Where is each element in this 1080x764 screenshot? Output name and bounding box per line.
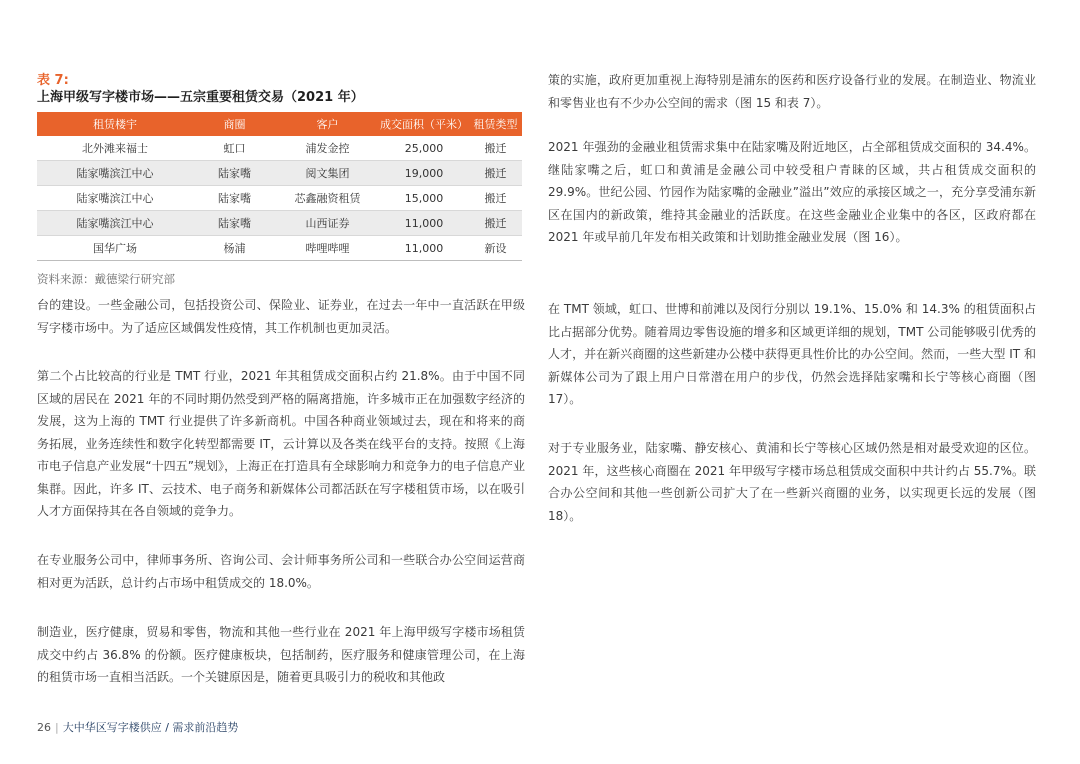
table-row (37, 136, 522, 161)
cell-building: 陆家嘴滨江中心 (37, 161, 193, 186)
lease-table (37, 112, 522, 261)
table-header-row (37, 112, 522, 136)
left-paragraph-2: 第二个占比较高的行业是 TMT 行业，2021 年其租赁成交面积占约 21.8%。由于中国不同区域的居民在 2021 年的不同时期仍然受到严格的隔离措施，许多城市正在加强数字经济的发展，这为上海的 TMT 行业提供了许多新商机。中国各种商业领域过去，现在和将来的商务拓展，业务连续性和数字化转型都需要 IT，云计算以及各类在线平台的支持。按照《上海市电子信息产业发展“十四五”规划》，上海正在打造具有全球影响力和竞争力的电子信息产业集群。因此，许多 IT、云技术、电子商务和新媒体公司都活跃在写字楼租赁市场，以在吸引人才方面保持其在各自领域的竞争力。 (37, 369, 525, 518)
right-paragraph-2: 2021 年强劲的金融业租赁需求集中在陆家嘴及附近地区，占全部租赁成交面积的 34.4%。继陆家嘴之后，虹口和黄浦是金融公司中较受租户青睐的区域，共占租赁成交面积的 29.9%。世纪公园、竹园作为陆家嘴的金融业”溢出”效应的承接区域之一，充分享受浦东新区在国内的新政策，维持其金融业的活跃度。在这些金融业企业集中的各区，区政府都在 2021 年或早前几年发布相关政策和计划助推金融业发展（图 16）。 (548, 140, 1036, 244)
header-lease-type: 租赁类型 (469, 112, 522, 136)
cell-area: 19,000 (379, 161, 469, 186)
cell-area: 11,000 (379, 236, 469, 261)
cell-building: 国华广场 (37, 236, 193, 261)
cell-district: 陆家嘴 (193, 211, 276, 236)
cell-district: 陆家嘴 (193, 186, 276, 211)
left-paragraph-1: 台的建设。一些金融公司，包括投资公司、保险业、证券业，在过去一年中一直活跃在甲级写字楼市场中。为了适应区域偶发性疫情，其工作机制也更加灵活。 (37, 298, 525, 335)
cell-district: 陆家嘴 (193, 161, 276, 186)
cell-district: 虹口 (193, 136, 276, 161)
table-source: 资料来源：戴德梁行研究部 (37, 272, 175, 286)
cell-building: 北外滩来福士 (37, 136, 193, 161)
table-label: 表 7: (37, 73, 69, 88)
page-footer (37, 719, 238, 735)
header-area: 成交面积（平米） (379, 112, 469, 136)
page-number: 26 (37, 721, 51, 734)
cell-area: 11,000 (379, 211, 469, 236)
footer-separator: | (55, 721, 59, 734)
cell-building: 陆家嘴滨江中心 (37, 186, 193, 211)
cell-lease-type: 搬迁 (469, 186, 522, 211)
cell-tenant: 阅文集团 (276, 161, 379, 186)
header-tenant: 客户 (276, 112, 379, 136)
table-row (37, 161, 522, 186)
table-title: 上海甲级写字楼市场——五宗重要租赁交易（2021 年） (37, 90, 364, 105)
table-row (37, 211, 522, 236)
cell-lease-type: 搬迁 (469, 136, 522, 161)
table-row (37, 236, 522, 261)
footer-title: 大中华区写字楼供应 / 需求前沿趋势 (62, 721, 239, 734)
cell-tenant: 哔哩哔哩 (276, 236, 379, 261)
cell-area: 25,000 (379, 136, 469, 161)
cell-lease-type: 新设 (469, 236, 522, 261)
cell-building: 陆家嘴滨江中心 (37, 211, 193, 236)
right-paragraph-1: 策的实施，政府更加重视上海特别是浦东的医药和医疗设备行业的发展。在制造业、物流业和零售业也有不少办公空间的需求（图 15 和表 7）。 (548, 73, 1036, 110)
table-caption (37, 73, 525, 106)
cell-district: 杨浦 (193, 236, 276, 261)
left-paragraph-3: 在专业服务公司中，律师事务所、咨询公司、会计师事务所公司和一些联合办公空间运营商相对更为活跃，总计约占市场中租赁成交的 18.0%。 (37, 553, 525, 590)
header-building: 租赁楼宇 (37, 112, 193, 136)
right-paragraph-4: 对于专业服务业，陆家嘴、静安核心、黄浦和长宁等核心区域仍然是相对最受欢迎的区位。2021 年，这些核心商圈在 2021 年甲级写字楼市场总租赁成交面积中共计约占 55.7%。联合办公空间和其他一些创新公司扩大了在一些新兴商圈的业务，以实现更长远的发展（图 18）。 (548, 441, 1036, 523)
table-row (37, 186, 522, 211)
cell-tenant: 浦发金控 (276, 136, 379, 161)
left-paragraph-4: 制造业，医疗健康，贸易和零售，物流和其他一些行业在 2021 年上海甲级写字楼市场租赁成交中约占 36.8% 的份额。医疗健康板块，包括制药，医疗服务和健康管理公司，在上海的租赁市场一直相当活跃。一个关键原因是，随着更具吸引力的税收和其他政 (37, 625, 525, 684)
cell-tenant: 芯鑫融资租赁 (276, 186, 379, 211)
header-district: 商圈 (193, 112, 276, 136)
cell-tenant: 山西证券 (276, 211, 379, 236)
cell-lease-type: 搬迁 (469, 211, 522, 236)
cell-lease-type: 搬迁 (469, 161, 522, 186)
right-paragraph-3: 在 TMT 领域，虹口、世博和前滩以及闵行分别以 19.1%、15.0% 和 14.3% 的租赁面积占比占据部分优势。随着周边零售设施的增多和区域更详细的规划，TMT 公司能够吸引优秀的人才，并在新兴商圈的这些新建办公楼中获得更具性价比的办公空间。然而，一些大型 IT 和新媒体公司为了跟上用户日常潜在用户的步伐，仍然会选择陆家嘴和长宁等核心商圈（图 17）。 (548, 302, 1036, 406)
cell-area: 15,000 (379, 186, 469, 211)
